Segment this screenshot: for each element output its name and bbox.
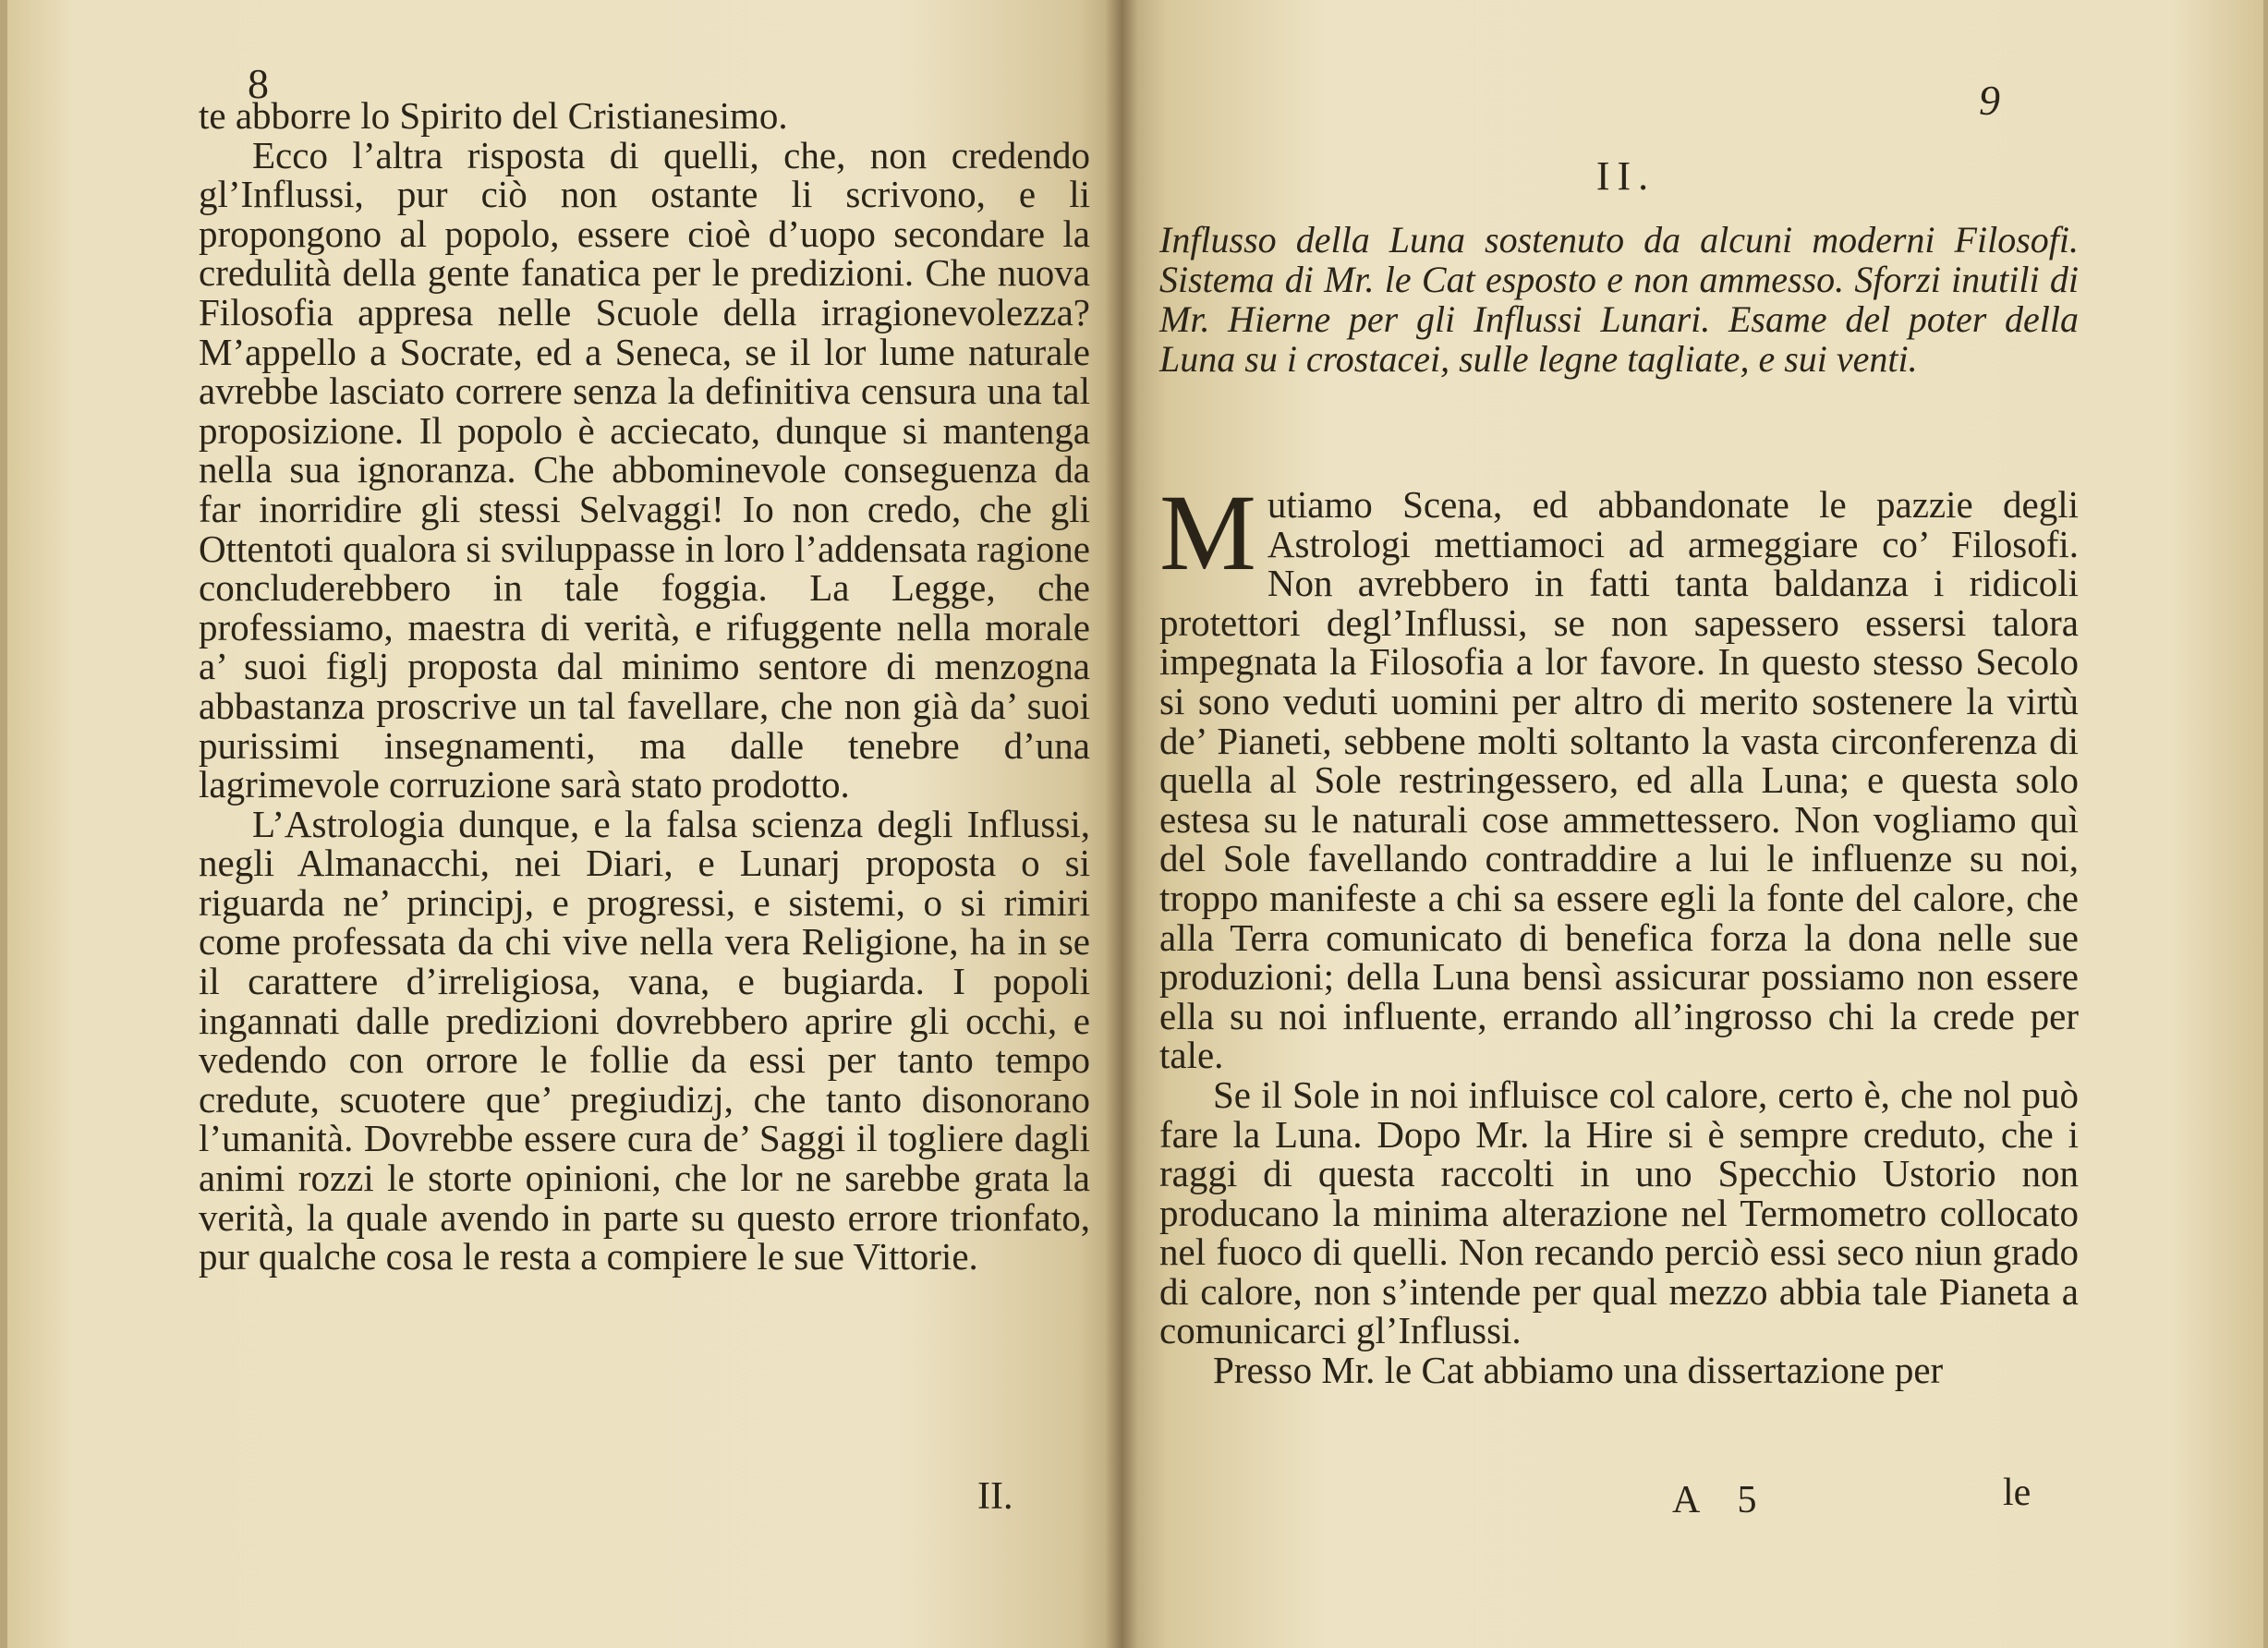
signature-mark: A 5	[1672, 1479, 1772, 1521]
right-page-text	[1159, 472, 2079, 1392]
page-number-right: 9	[1979, 77, 2000, 124]
paragraph-body: utiamo Scena, ed abbandonate le pazzie degli Astrologi mettiamoci ad armeggiare co’ Filosofi. Non avrebbero in fatti tanta baldanza i ridicoli protettori degl’Influssi, se non sapessero essersi talora impegnata la Filosofia a lor favore. In questo stesso Secolo si sono veduti uomini per altro di merito sostenere la virtù de’ Pianeti, sebbene molti soltanto la vasta circonferenza di quella al Sole restringessero, ed alla Luna; e questa solo estesa su le naturali cose ammettessero. Non vogliamo quì del Sole favellando contraddire a lui le influenze su noi, troppo manifeste a chi sa essere egli la fonte del calore, che alla Terra comunicato di benefica forza la dona nelle sue produzioni; della Luna bensì assicurar possiamo non essere ella su noi influente, errando all’ingrosso chi la crede per tale.	[1159, 483, 2079, 1077]
page-number-left: 8	[248, 60, 269, 107]
paragraph: L’Astrologia dunque, e la falsa scienza degli Influssi, negli Almanacchi, nei Diari, e Lunarj proposta o si riguarda ne’ principj, e progressi, e sistemi, o si rimiri come professata da chi vive nella vera Religione, ha in se il carattere d’irreligiosa, vana, e bugiarda. I popoli ingannati dalle predizioni dovrebbero aprire gli occhi, e vedendo con orrore le follie da essi per tanto tempo credute, scuotere que’ pregiudizj, che tanto disonorano l’umanità. Dovrebbe essere cura de’ Saggi il togliere dagli animi rozzi le storte opinioni, che lor ne sarebbe grata la verità, la quale avendo in parte su questo errore trionfato, pur qualche cosa le resta a compiere le sue Vittorie.	[199, 802, 1090, 1278]
paragraph: Presso Mr. le Cat abbiamo una dissertazione per	[1213, 1349, 1944, 1392]
drop-cap: M	[1159, 472, 1256, 593]
catchword-right: le	[2003, 1472, 2031, 1514]
paragraph: Ecco l’altra risposta di quelli, che, non credendo gl’Influssi, pur ciò non ostante li scrivono, e li propongono al popolo, essere cioè d’uopo secondare la credulità della gente fanatica per le predizioni. Che nuova Filosofia appresa nelle Scuole della irragionevolezza? M’appello a Socrate, ed a Seneca, se il lor lume naturale avrebbe lasciato correre senza la definitiva censura una tal proposizione. Il popolo è acciecato, dunque si mantenga nella sua ignoranza. Che abbominevole conseguenza da far inorridire gli stessi Selvaggi! Io non credo, che gli Ottentoti qualora si sviluppasse in loro l’addensata ragione concluderebbero in tale foggia. La Legge, che professiamo, maestra di verità, e rifuggente nella morale a’ suoi figlj proposta dal minimo sentore di menzogna abbastanza proscrive un tal favellare, che non già da’ suoi purissimi insegnamenti, ma dalle tenebre d’una lagrimevole corruzione sarà stato prodotto.	[199, 133, 1090, 806]
left-page-text	[199, 96, 1090, 1277]
catchword-left: II.	[977, 1475, 1013, 1518]
book-gutter	[1105, 0, 1138, 1648]
paragraph-with-drop-cap	[1159, 472, 2079, 1077]
chapter-summary: Influsso della Luna sostenuto da alcuni moderni Filosofi. Sistema di Mr. le Cat esposto e non ammesso. Sforzi inutili di Mr. Hierne per gli Influssi Lunari. Esame del poter della Luna su i crostacei, sulle legne tagliate, e sui venti.	[1159, 219, 2079, 380]
paragraph: te abborre lo Spirito del Cristianesimo.	[199, 94, 788, 137]
chapter-heading: II.	[1595, 153, 1656, 199]
paragraph: Se il Sole in noi influisce col calore, certo è, che nol può fare la Luna. Dopo Mr. la Hire si è sempre creduto, che i raggi di questa raccolti in uno Specchio Ustorio non producano la minima alterazione nel Termometro collocato nel fuoco di quelli. Non recando perciò essi seco niun grado di calore, non s’intende per qual mezzo abbia tale Pianeta a comunicarci gl’Influssi.	[1159, 1072, 2079, 1352]
